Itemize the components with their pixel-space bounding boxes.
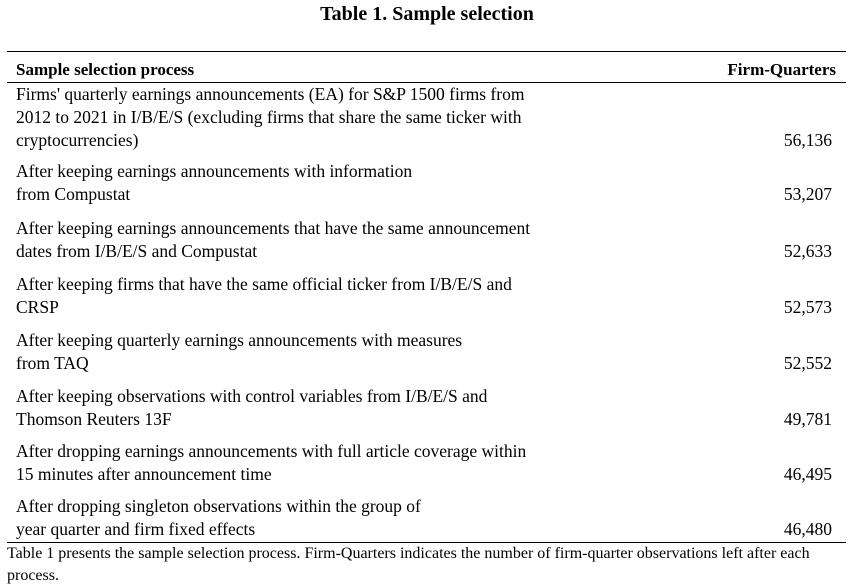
row-description: After keeping quarterly earnings announcements with measures from TAQ <box>16 330 463 373</box>
table-row <box>0 435 854 490</box>
table-title: Table 1. Sample selection <box>320 3 534 25</box>
row-value: 52,633 <box>783 241 832 261</box>
row-value: 46,495 <box>783 464 832 484</box>
row-description: Firms' quarterly earnings announcements (EA) for S&P 1500 firms from 2012 to 2021 in I/B/E/S (excluding firms that share the same ticker with cryptocurrencies) <box>16 84 525 150</box>
table-row <box>0 268 854 324</box>
row-description: After keeping observations with control variables from I/B/E/S and Thomson Reuters 13F <box>16 386 488 429</box>
row-value: 46,480 <box>783 519 832 539</box>
row-description: After dropping earnings announcements with full article coverage within 15 minutes after announcement time <box>16 441 527 484</box>
row-value: 52,573 <box>783 297 832 317</box>
row-description: After keeping earnings announcements with information from Compustat <box>16 161 413 204</box>
table-row <box>0 490 854 546</box>
row-value: 56,136 <box>783 130 832 150</box>
row-value: 53,207 <box>783 184 832 204</box>
table-row <box>0 156 854 212</box>
top-rule <box>7 51 846 52</box>
row-description: After keeping earnings announcements that have the same announcement dates from I/B/E/S and Compustat <box>16 218 531 261</box>
table-row <box>0 212 854 268</box>
table-body <box>0 83 854 546</box>
row-description: After dropping singleton observations within the group of year quarter and firm fixed effects <box>16 496 421 539</box>
column-header-firm-quarters: Firm-Quarters <box>727 60 836 79</box>
table-row <box>0 380 854 435</box>
table-row <box>0 83 854 156</box>
table-row <box>0 324 854 380</box>
row-description: After keeping firms that have the same official ticker from I/B/E/S and CRSP <box>16 274 512 317</box>
row-value: 52,552 <box>783 353 832 373</box>
table-note: Table 1 presents the sample selection process. Firm-Quarters indicates the number of firm-quarter observations left after each process. <box>7 545 810 584</box>
row-value: 49,781 <box>783 409 832 429</box>
column-header-process: Sample selection process <box>16 60 195 79</box>
